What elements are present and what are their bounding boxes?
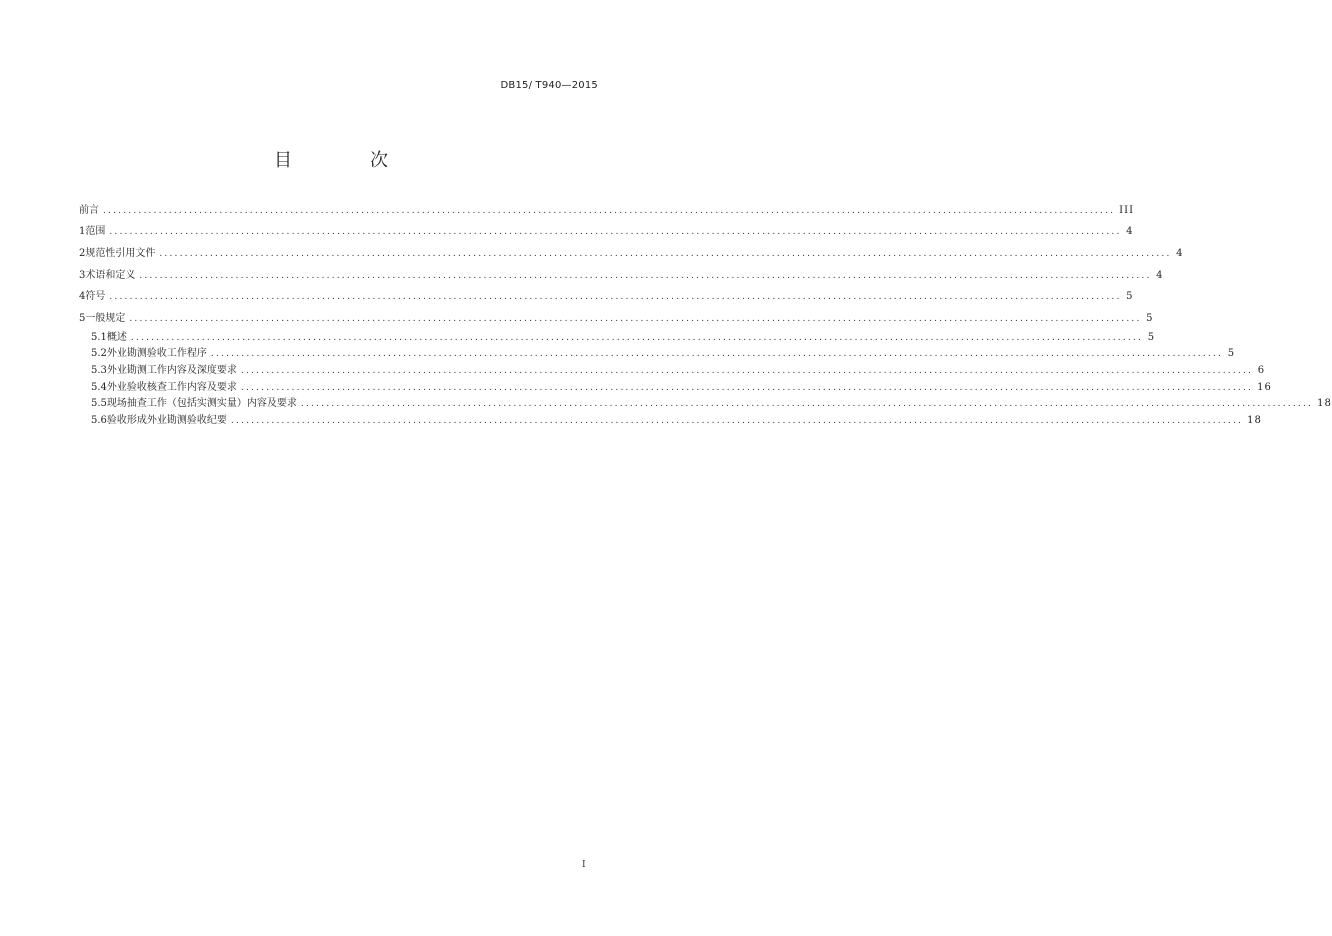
toc-entry-page: 5: [1126, 291, 1134, 303]
toc-entry-page: 4: [1126, 226, 1134, 238]
toc-entry-number: 5: [79, 312, 86, 324]
toc-dot-leader: ........................................................................................................................................................................................................: [130, 332, 1144, 343]
toc-dot-leader: ........................................................................................................................................................................................................: [240, 382, 1254, 393]
toc-entry-number: 5.3: [91, 365, 107, 377]
toc-dot-leader: ........................................................................................................................................................................................................: [139, 270, 1152, 281]
toc-dot-leader: ........................................................................................................................................................................................................: [129, 313, 1142, 324]
toc-entry-5-2[interactable]: [79, 346, 1236, 363]
toc-entry-page: 5: [1146, 312, 1154, 324]
toc-entry-2[interactable]: [79, 243, 1184, 265]
toc-entry-5-6[interactable]: [79, 413, 1262, 430]
toc-entry-label: 概述: [106, 331, 127, 343]
toc-entry-1[interactable]: [79, 222, 1134, 244]
toc-dot-leader: ........................................................................................................................................................................................................: [300, 399, 1314, 410]
toc-entry-page: 5: [1147, 331, 1156, 343]
document-code: DB15/ T940—2015: [500, 80, 598, 91]
toc-entry-number: 5.5: [91, 398, 107, 410]
toc-entry-label: 前言: [79, 204, 99, 216]
toc-entry-number: 5.4: [91, 381, 107, 393]
toc-entry-label: 现场抽查工作（包括实测实量）内容及要求: [106, 398, 297, 410]
toc-dot-leader: ........................................................................................................................................................................................................: [230, 415, 1244, 426]
toc-entry-label: 一般规定: [85, 312, 126, 324]
toc-entry-4[interactable]: [79, 286, 1134, 308]
toc-dot-leader: ........................................................................................................................................................................................................: [159, 248, 1172, 259]
toc-entry-label: 外业勘测验收工作程序: [106, 348, 207, 360]
toc-entry-label: 外业验收核查工作内容及要求: [106, 381, 237, 393]
toc-entry-page: 4: [1176, 247, 1184, 259]
toc-entry-5-5[interactable]: [79, 396, 1332, 413]
toc-entry-page: III: [1119, 204, 1135, 216]
toc-entry-label: 术语和定义: [85, 269, 136, 281]
toc-entry-label: 符号: [85, 291, 106, 303]
toc-dot-leader: ........................................................................................................................................................................................................: [109, 227, 1122, 238]
toc-dot-leader: ........................................................................................................................................................................................................: [240, 366, 1254, 377]
toc-entry-number: 3: [79, 269, 86, 281]
toc-entry-5-1[interactable]: [79, 330, 1156, 347]
table-of-contents: [79, 200, 1332, 429]
toc-entry-number: 1: [79, 226, 86, 238]
toc-entry-label: 外业勘测工作内容及深度要求: [106, 365, 237, 377]
toc-entry-label: 验收形成外业勘测验收纪要: [106, 414, 227, 426]
toc-dot-leader: ........................................................................................................................................................................................................: [210, 349, 1224, 360]
toc-entry-number: 5.6: [91, 414, 107, 426]
toc-entry-page: 4: [1156, 269, 1164, 281]
toc-entry-number: 4: [79, 291, 86, 303]
toc-entry-foreword[interactable]: [79, 200, 1135, 222]
toc-entry-5[interactable]: [79, 308, 1154, 330]
toc-entry-page: 6: [1257, 365, 1266, 377]
toc-entry-number: 2: [79, 247, 86, 259]
toc-entry-page: 16: [1257, 381, 1272, 393]
toc-entry-number: 5.2: [91, 348, 107, 360]
toc-entry-label: 规范性引用文件: [85, 247, 156, 259]
toc-entry-page: 5: [1227, 348, 1236, 360]
toc-entry-page: 18: [1247, 414, 1262, 426]
toc-entry-3[interactable]: [79, 265, 1164, 287]
toc-entry-label: 范围: [85, 226, 106, 238]
page-number: I: [582, 860, 586, 870]
toc-entry-5-3[interactable]: [79, 363, 1266, 380]
toc-dot-leader: ........................................................................................................................................................................................................: [103, 205, 1116, 216]
toc-title: 目 次: [274, 150, 418, 171]
toc-entry-page: 18: [1317, 398, 1332, 410]
toc-entry-number: 5.1: [91, 331, 107, 343]
toc-entry-5-4[interactable]: [79, 379, 1272, 396]
toc-dot-leader: ........................................................................................................................................................................................................: [109, 292, 1122, 303]
